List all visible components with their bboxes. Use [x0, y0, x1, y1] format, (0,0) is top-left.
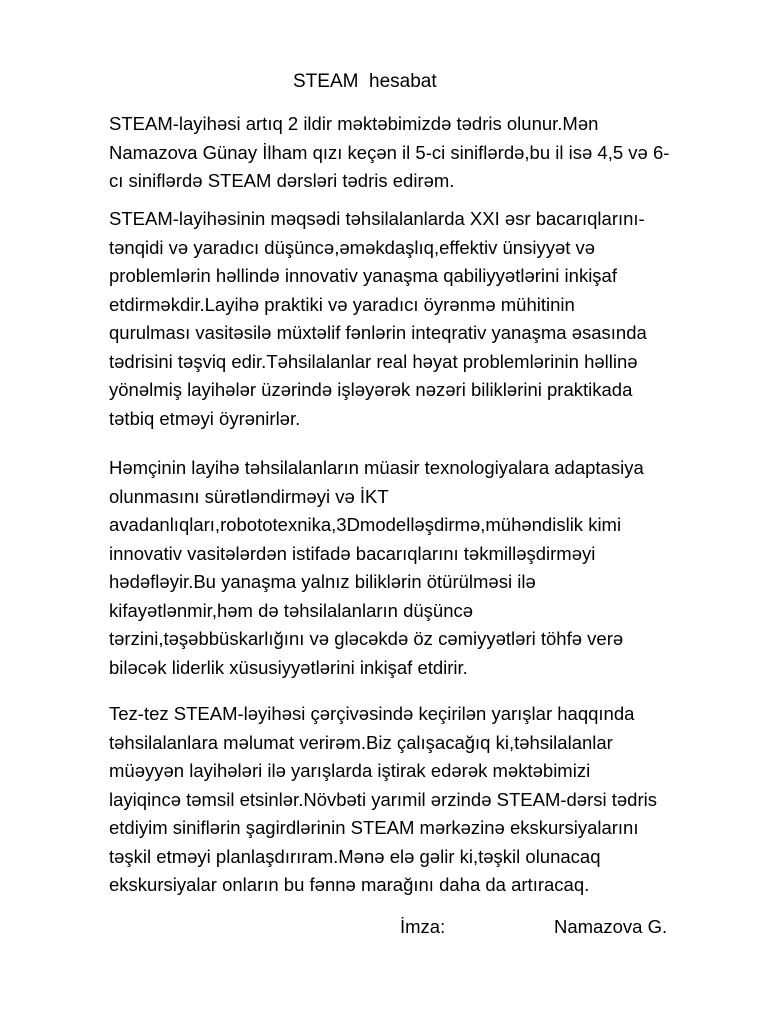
text-line: yönəlmiş layihələr üzərində işləyərək nəzəri biliklərini praktikada: [109, 379, 633, 400]
document-title: STEAM hesabat: [293, 71, 437, 92]
signature-name: Namazova G.: [554, 916, 668, 937]
text-line: STEAM-layihəsinin məqsədi təhsilalanlarda XXI əsr bacarıqlarını-: [109, 208, 645, 229]
text-line: müəyyən layihələri ilə yarışlarda iştirak edərək məktəbimizi: [109, 760, 591, 781]
text-line: etdiyim siniflərin şagirdlərinin STEAM mərkəzinə ekskursiyalarını: [109, 817, 639, 838]
text-line: cı siniflərdə STEAM dərsləri tədris edirəm.: [109, 170, 455, 191]
text-line: tətbiq etməyi öyrənirlər.: [109, 407, 301, 429]
text-line: qurulması vasitəsilə müxtəlif fənlərin inteqrativ yanaşma əsasında: [109, 322, 647, 343]
text-line: innovativ vasitələrdən istifadə bacarıqlarını təkmilləşdirməyi: [109, 542, 596, 564]
text-line: hədəfləyir.Bu yanaşma yalnız biliklərin ötürülməsi ilə: [109, 571, 536, 592]
text-line: tərzini,təşəbbüskarlığını və gləcəkdə öz cəmiyyətləri töhfə verə: [109, 628, 624, 649]
text-line: təşkil etməyi planlaşdırıram.Mənə elə gəlir ki,təşkil olunacaq: [109, 845, 601, 867]
paragraph-competitions: [109, 700, 709, 900]
paragraph-intro: [109, 110, 709, 196]
text-line: STEAM-layihəsi artıq 2 ildir məktəbimizdə tədris olunur.Mən: [109, 113, 599, 134]
paragraph-technology: [109, 454, 709, 682]
text-line: ekskursiyalar onların bu fənnə marağını daha da artıracaq.: [109, 874, 590, 895]
text-line: layiqincə təmsil etsinlər.Növbəti yarımil ərzində STEAM-dərsi tədris: [109, 788, 657, 810]
text-line: kifayətlənmir,həm də təhsilalanların düşüncə: [109, 599, 474, 621]
text-line: təhsilalanlara məlumat verirəm.Biz çalışacağıq ki,təhsilalanlar: [109, 731, 613, 753]
text-line: olunmasını sürətləndirməyi və İKT: [109, 485, 389, 507]
text-line: tədrisini təşviq edir.Təhsilalanlar real həyat problemlərinin həllinə: [109, 350, 638, 372]
text-line: tənqidi və yaradıcı düşüncə,əməkdaşlıq,effektiv ünsiyyət və: [109, 236, 596, 258]
text-line: avadanlıqları,robototexnika,3Dmodelləşdirmə,mühəndislik kimi: [109, 514, 622, 535]
text-line: Həmçinin layihə təhsilalanların müasir texnologiyalara adaptasiya: [109, 457, 644, 478]
text-line: Namazova Günay İlham qızı keçən il 5-ci siniflərdə,bu il isə 4,5 və 6-: [109, 141, 670, 163]
signature-label: İmza:: [400, 916, 446, 937]
text-line: problemlərin həllində innovativ yanaşma qabiliyyətlərini inkişaf: [109, 265, 617, 286]
paragraph-goals: [109, 205, 709, 433]
text-line: Tez-tez STEAM-ləyihəsi çərçivəsində keçirilən yarışlar haqqında: [109, 703, 635, 724]
text-line: etdirməkdir.Layihə praktiki və yaradıcı öyrənmə mühitinin: [109, 293, 575, 315]
text-line: biləcək liderlik xüsusiyyətlərini inkişaf etdirir.: [109, 656, 468, 678]
